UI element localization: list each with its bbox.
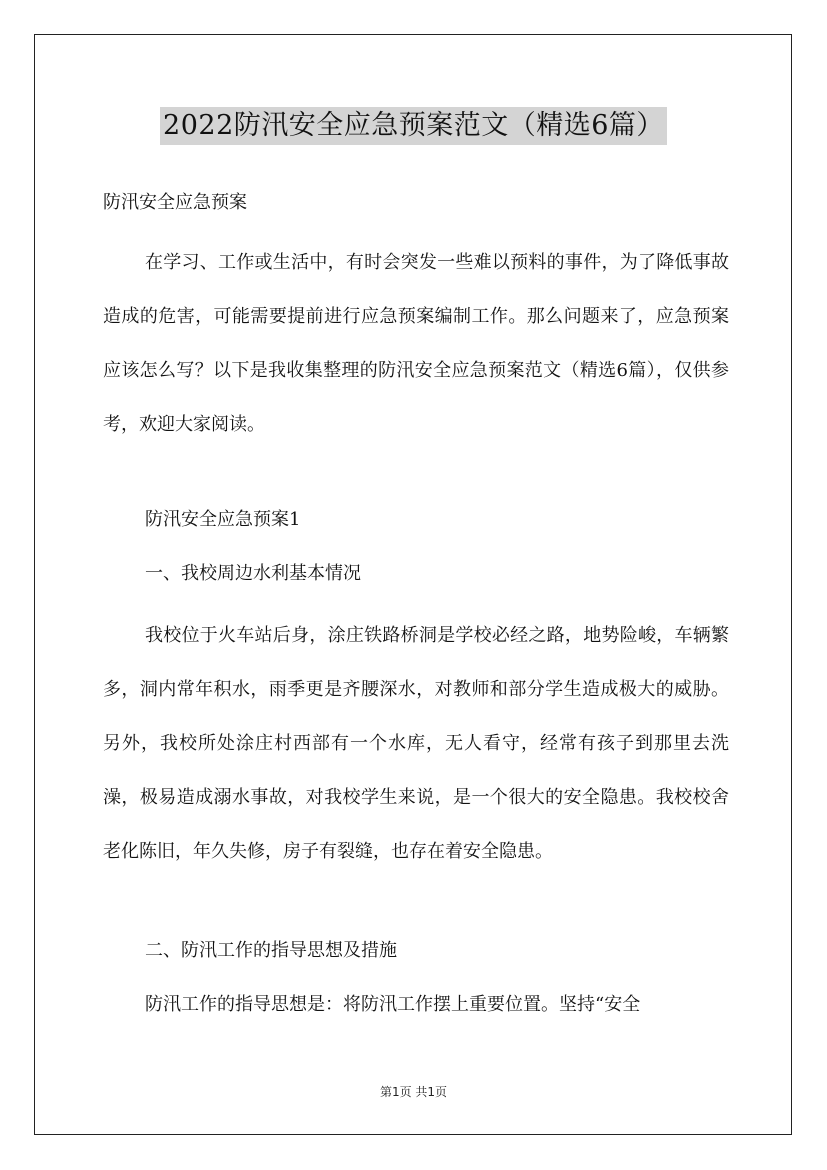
part2-heading: 二、防汛工作的指导思想及措施 bbox=[145, 940, 397, 961]
document-body bbox=[103, 176, 729, 452]
intro-paragraph: 在学习、工作或生活中，有时会突发一些难以预料的事件，为了降低事故造成的危害，可能需要提前进行应急预案编制工作。那么问题来了，应急预案应该怎么写？以下是我收集整理的防汛安全应急预案范文（精选6篇），仅供参考，欢迎大家阅读。 bbox=[103, 252, 729, 435]
page-footer bbox=[0, 1083, 827, 1100]
plan-title: 防汛安全应急预案1 bbox=[145, 509, 301, 530]
page-number: 第1页 共1页 bbox=[379, 1085, 448, 1099]
part1-heading: 一、我校周边水利基本情况 bbox=[145, 563, 361, 584]
part2-paragraph: 防汛工作的指导思想是：将防汛工作摆上重要位置。坚持“安全 bbox=[145, 994, 641, 1015]
intro-heading: 防汛安全应急预案 bbox=[103, 192, 247, 213]
part1-paragraph: 我校位于火车站后身，涂庄铁路桥洞是学校必经之路，地势险峻，车辆繁多，洞内常年积水，雨季更是齐腰深水，对教师和部分学生造成极大的威胁。另外，我校所处涂庄村西部有一个水库，无人看守，经常有孩子到那里去洗澡，极易造成溺水事故，对我校学生来说，是一个很大的安全隐患。我校校舍老化陈旧，年久失修，房子有裂缝，也存在着安全隐患。 bbox=[103, 625, 729, 862]
part1-body bbox=[103, 609, 729, 879]
document-title bbox=[0, 104, 827, 145]
document-title-text: 2022防汛安全应急预案范文（精选6篇） bbox=[160, 107, 667, 145]
